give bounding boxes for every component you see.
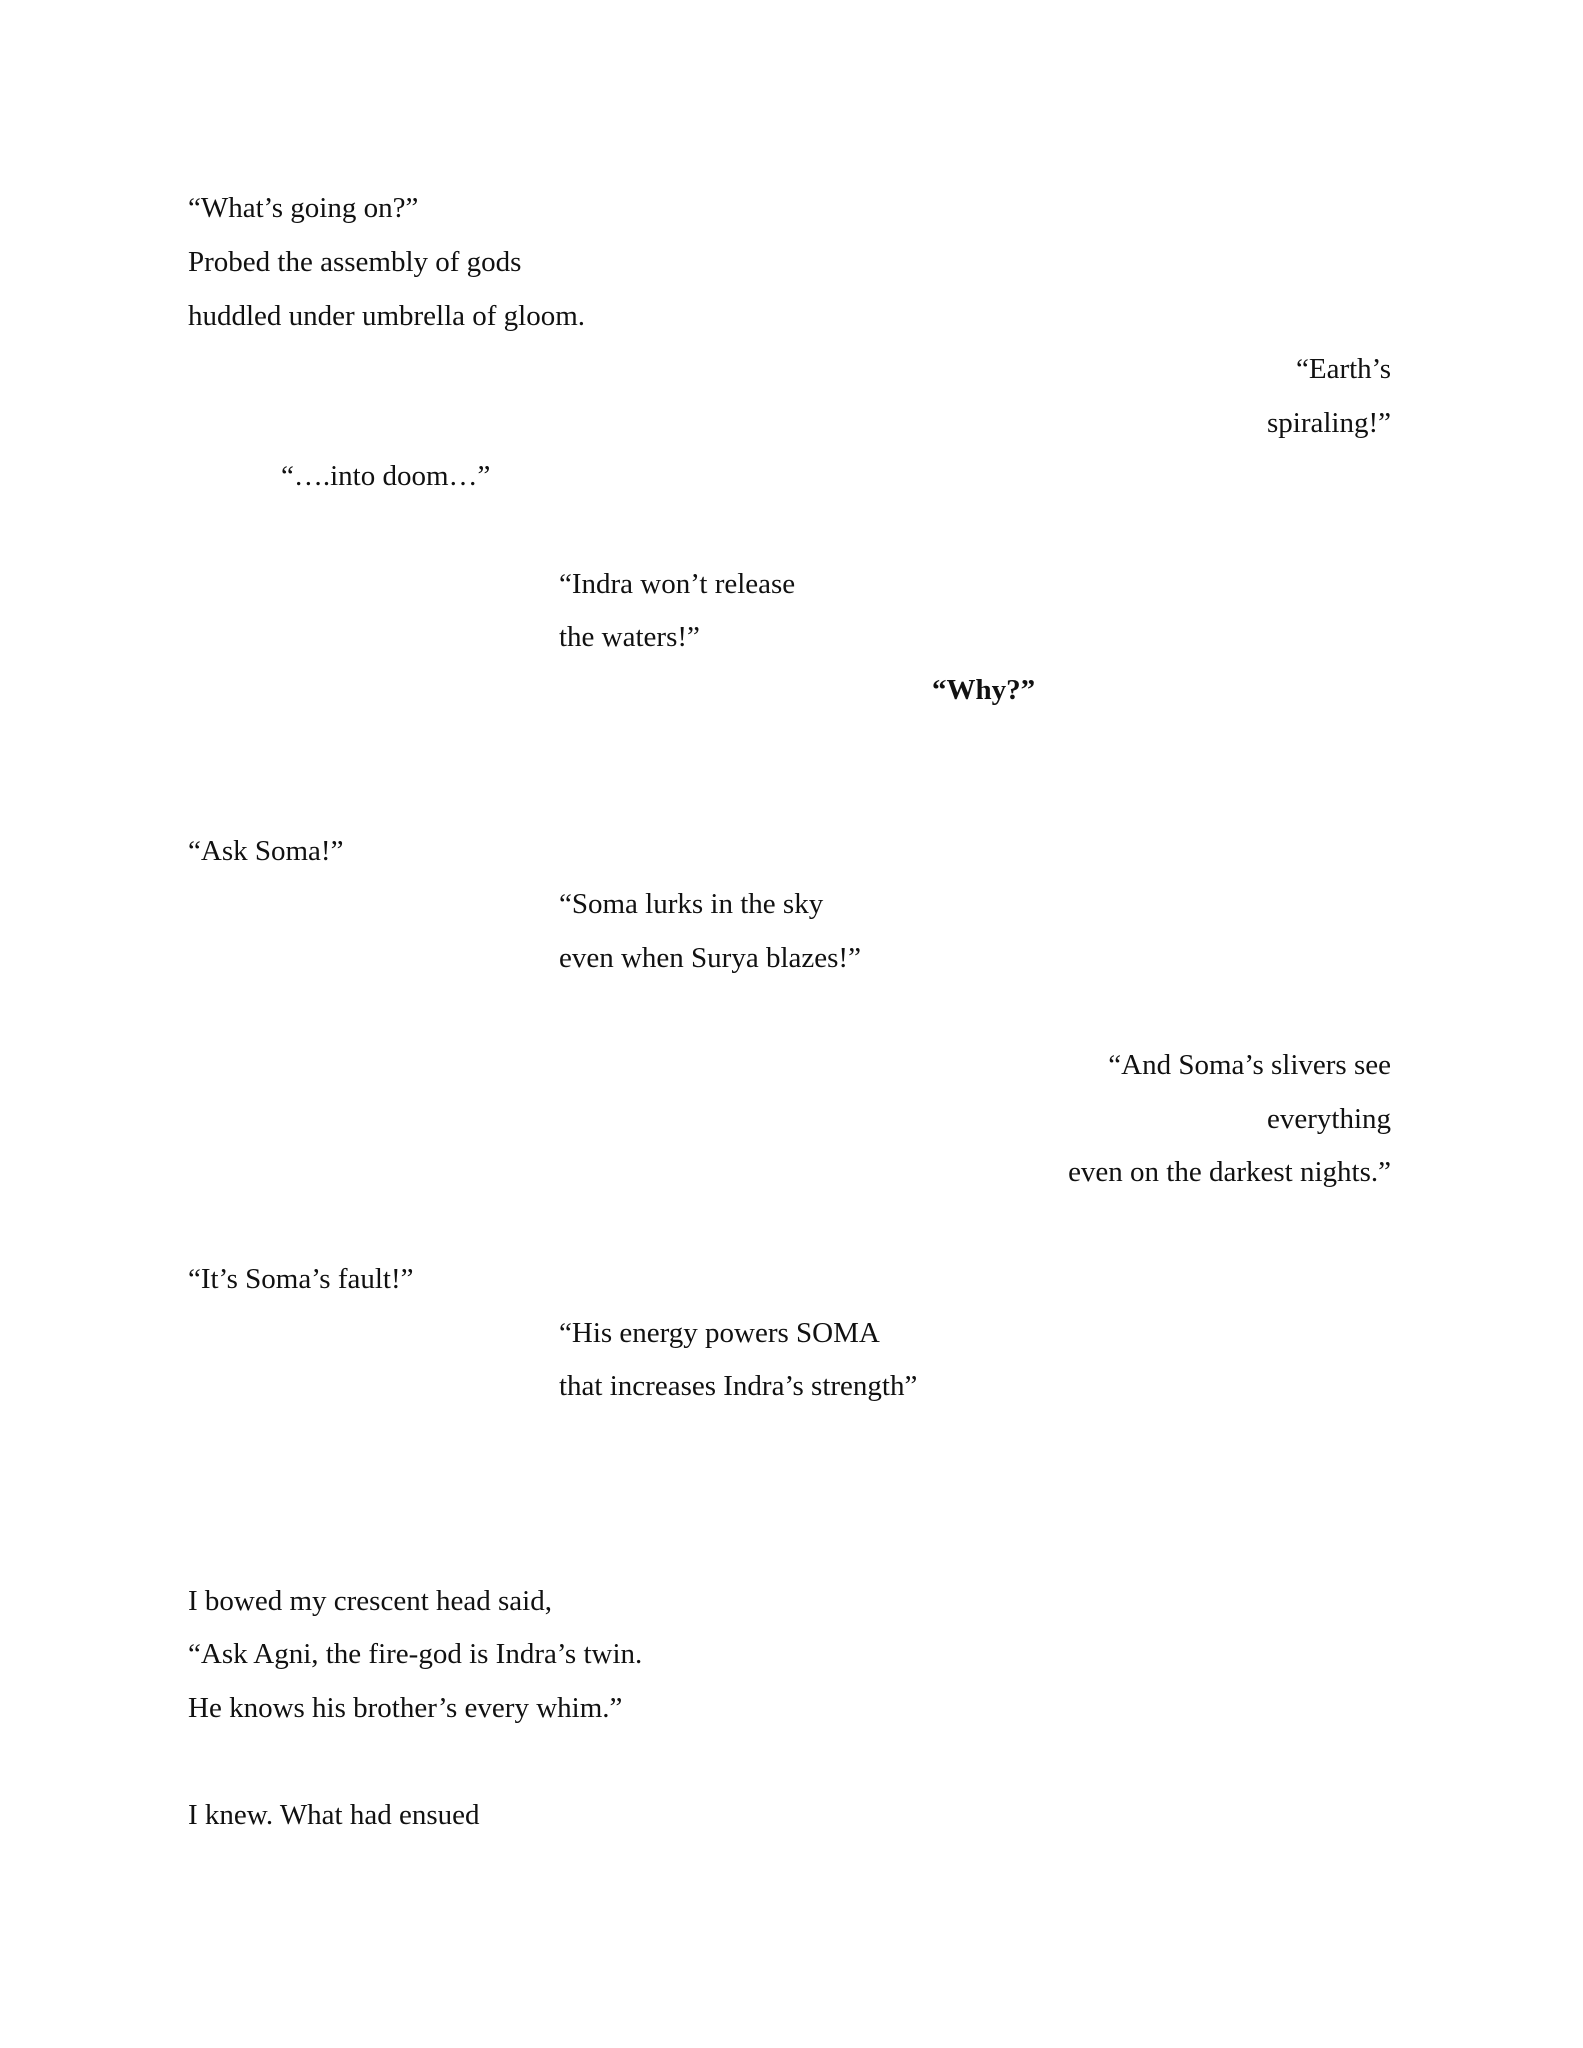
poem-line: even on the darkest nights.” bbox=[1068, 1156, 1391, 1188]
poem-line: spiraling!” bbox=[1266, 407, 1391, 439]
poem-line-emphasis: “Why?” bbox=[932, 674, 1036, 706]
poem-line: I bowed my crescent head said, bbox=[188, 1585, 552, 1617]
poem-line: “Soma lurks in the sky bbox=[559, 888, 824, 920]
poem-line: even when Surya blazes!” bbox=[559, 942, 861, 974]
poem-line: “What’s going on?” bbox=[188, 192, 419, 224]
poem-line: “And Soma’s slivers see bbox=[1108, 1049, 1391, 1081]
poem-line: He knows his brother’s every whim.” bbox=[188, 1692, 623, 1724]
poem-line: “Indra won’t release bbox=[559, 568, 796, 600]
poem-line: “Ask Soma!” bbox=[188, 835, 344, 867]
poem-line: “His energy powers SOMA bbox=[559, 1317, 880, 1349]
poem-line: Probed the assembly of gods bbox=[188, 246, 522, 278]
poem-line: huddled under umbrella of gloom. bbox=[188, 300, 586, 332]
poem-line: “Ask Agni, the fire-god is Indra’s twin. bbox=[188, 1638, 643, 1670]
poem-line: I knew. What had ensued bbox=[188, 1799, 480, 1831]
poem-line: that increases Indra’s strength” bbox=[559, 1370, 918, 1402]
poem-line: everything bbox=[1266, 1103, 1391, 1135]
poem-line: “….into doom…” bbox=[281, 460, 491, 492]
poem-line: “Earth’s bbox=[1295, 353, 1391, 385]
poem-line: the waters!” bbox=[559, 621, 700, 653]
poem-line: “It’s Soma’s fault!” bbox=[188, 1263, 414, 1295]
